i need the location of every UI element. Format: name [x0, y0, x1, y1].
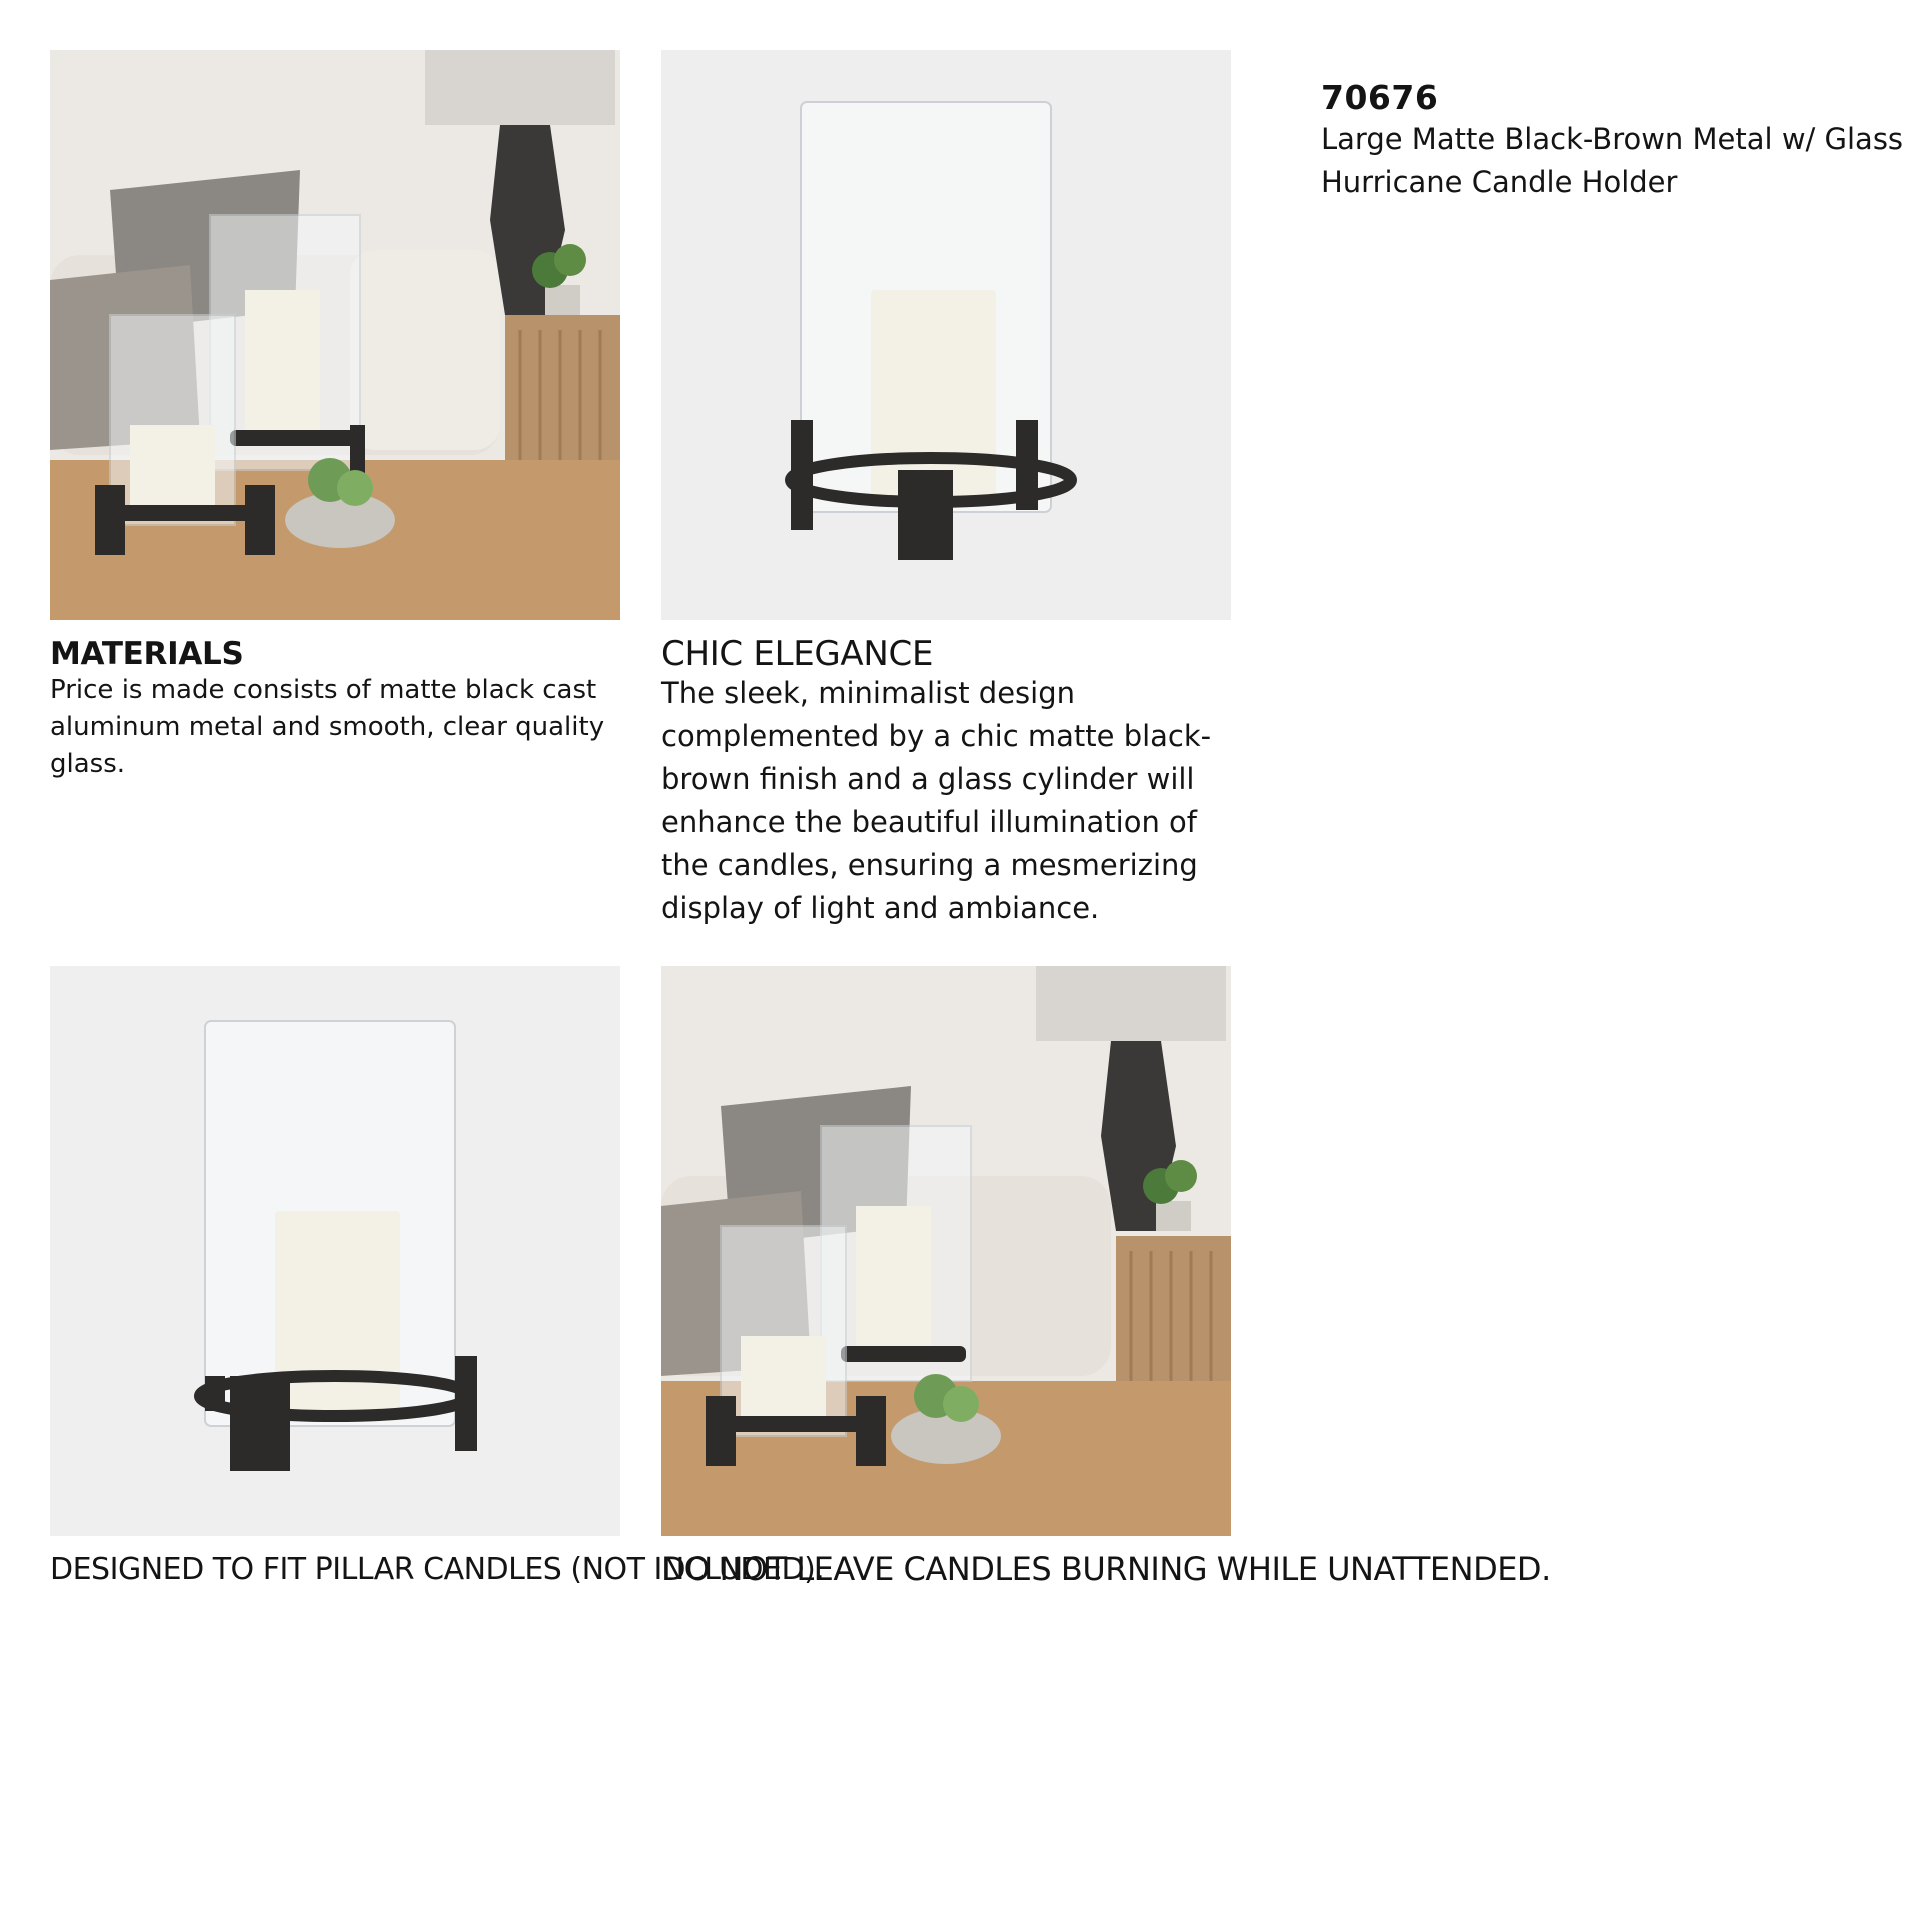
- product-name: Large Matte Black-Brown Metal w/ Glass Hurricane Candle Holder: [1321, 122, 1904, 199]
- pillar-candle-fit-caption: DESIGNED TO FIT PILLAR CANDLES (NOT INCLUDED).: [50, 1552, 825, 1587]
- lifestyle-photo-1: [50, 50, 620, 620]
- chic-elegance-heading: CHIC ELEGANCE: [661, 634, 934, 674]
- product-photo-studio-1: [661, 50, 1231, 620]
- lifestyle-photo-2: [661, 966, 1231, 1536]
- chic-elegance-text: The sleek, minimalist design complemented by a chic matte black-brown finish and a glass cylinder will enhance the beautiful illumination of the candles, ensuring a mesmerizing display of light and ambiance.: [661, 676, 1212, 925]
- materials-heading: MATERIALS: [50, 636, 244, 672]
- safety-warning-caption: DO NOT LEAVE CANDLES BURNING WHILE UNATTENDED.: [661, 1550, 1551, 1588]
- product-photo-studio-2: [50, 966, 620, 1536]
- product-sku: 70676: [1321, 78, 1439, 117]
- materials-text: Price is made consists of matte black cast aluminum metal and smooth, clear quality glass.: [50, 675, 605, 779]
